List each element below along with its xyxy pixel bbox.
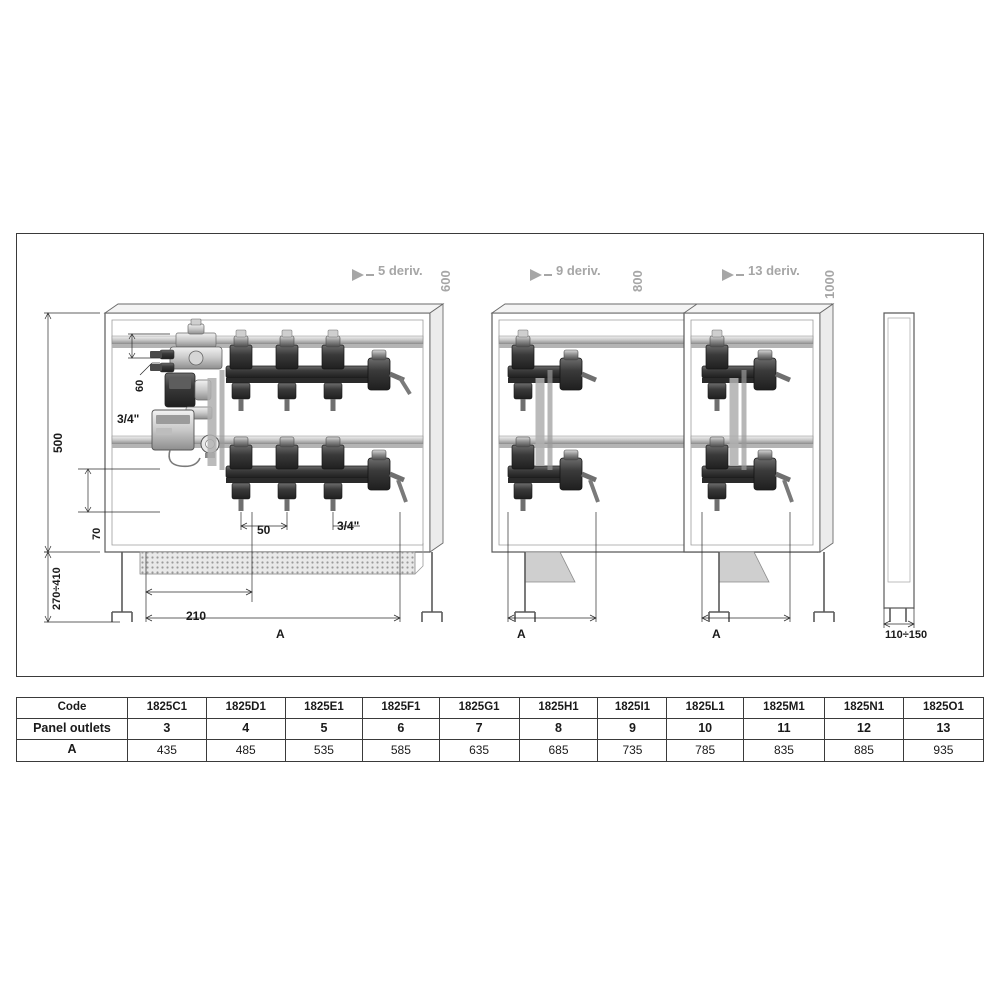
dim-thread-top: 3/4" [117,412,140,426]
cell: 1825F1 [363,698,439,719]
variant-label-1: 5 deriv. [378,263,423,278]
dim-thread-bottom: 3/4" [337,519,360,533]
cell: 535 [285,740,363,762]
cell: 5 [285,718,363,740]
dim-height-500: 500 [51,432,65,453]
variant-height-3: 1000 [822,270,837,299]
cell: 13 [903,718,983,740]
variant-height-2: 800 [630,270,645,292]
cell: 8 [519,718,598,740]
cell: 12 [825,718,904,740]
cell: 785 [667,740,743,762]
side-view [884,313,914,622]
cell: 835 [743,740,824,762]
cell: 485 [206,740,285,762]
cell: 1825H1 [519,698,598,719]
cell: 1825D1 [206,698,285,719]
cell: 10 [667,718,743,740]
cell: 885 [825,740,904,762]
row-header-panel-outlets: Panel outlets [17,718,128,740]
cell: 4 [206,718,285,740]
cabinet-13-deriv [680,304,834,622]
table-row [17,718,984,740]
cell: 435 [128,740,207,762]
variant-label-2: 9 deriv. [556,263,601,278]
row-header-a: A [17,740,128,762]
dim-range-270-410: 270÷410 [51,567,63,610]
cell: 9 [598,718,667,740]
cell: 685 [519,740,598,762]
variant-height-1: 600 [438,270,453,292]
dim-side-depth: 110÷150 [885,629,928,641]
cabinet-5-deriv [105,304,443,622]
dim-a-2: A [517,627,526,641]
variant-label-3: 13 deriv. [748,263,800,278]
table-row [17,740,984,762]
cell: 1825E1 [285,698,363,719]
dim-70: 70 [91,527,103,540]
cell: 735 [598,740,667,762]
cell: 585 [363,740,439,762]
cell: 1825O1 [903,698,983,719]
cell: 11 [743,718,824,740]
cell: 1825M1 [743,698,824,719]
dim-50: 50 [257,523,271,537]
cell: 1825I1 [598,698,667,719]
dim-a-1: A [276,627,285,641]
dim-60: 60 [134,379,146,392]
dim-210: 210 [186,609,207,623]
cell: 935 [903,740,983,762]
row-header-code: Code [17,698,128,719]
cell: 6 [363,718,439,740]
cell: 1825G1 [439,698,519,719]
cell: 1825N1 [825,698,904,719]
cell: 1825C1 [128,698,207,719]
specification-table [16,697,984,762]
cell: 1825L1 [667,698,743,719]
cell: 3 [128,718,207,740]
cell: 635 [439,740,519,762]
technical-drawing [0,230,1000,690]
table-row [17,698,984,719]
cell: 7 [439,718,519,740]
dim-a-3: A [712,627,721,641]
